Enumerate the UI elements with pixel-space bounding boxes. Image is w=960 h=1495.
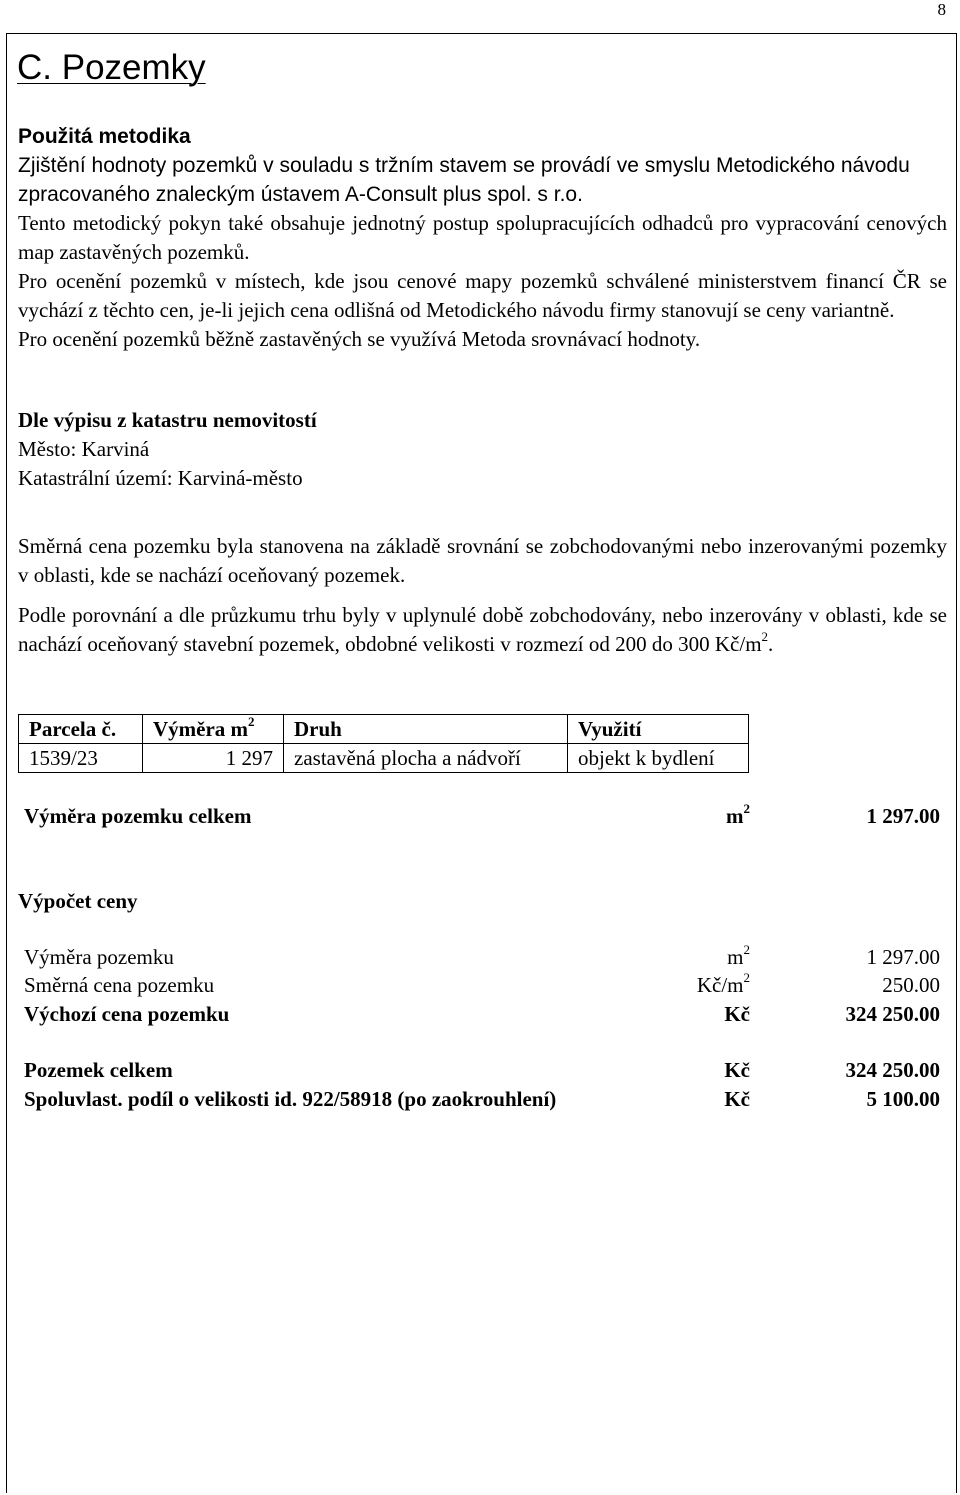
parcel-table (18, 714, 749, 773)
cell-use: objekt k bydlení (568, 744, 749, 773)
calc-row-label: Výměra pozemku (24, 945, 174, 969)
calc-row-unit (697, 971, 750, 1000)
summary-row-value: 5 100.00 (866, 1087, 940, 1111)
total-area-unit-text: m (726, 804, 744, 828)
calc-row-unit (727, 943, 750, 972)
calc-row-label: Výchozí cena pozemku (24, 1002, 230, 1026)
total-area-value: 1 297.00 (866, 804, 940, 828)
cadastre-city: Město: Karviná (18, 437, 150, 461)
header-area-label: Výměra m (153, 717, 249, 741)
calc-row-value: 324 250.00 (845, 1002, 940, 1026)
header-parcel: Parcela č. (19, 715, 143, 744)
table-row (19, 744, 749, 773)
summary-row-label: Pozemek celkem (24, 1058, 173, 1082)
summary-row-label: Spoluvlast. podíl o velikosti id. 922/58918 (po zaokrouhlení) (24, 1087, 557, 1111)
methodology-line-2: zpracovaného znaleckým ústavem A-Consult plus spol. s r.o. (18, 183, 583, 206)
calc-row-unit-sup: 2 (743, 970, 750, 985)
summary-row-value: 324 250.00 (845, 1058, 940, 1082)
parcel-table-header (19, 715, 749, 744)
price-basis-text-1: Směrná cena pozemku byla stanovena na základě srovnání se zobchodovanými nebo inzerovanými pozemky v oblasti, kde se nachází oceňovaný pozemek. (18, 534, 947, 587)
header-use: Využití (568, 715, 749, 744)
cell-kind: zastavěná plocha a nádvoří (284, 744, 568, 773)
methodology-paragraphs (18, 209, 947, 354)
calc-row-unit: Kč (724, 1002, 750, 1026)
methodology-para-2: Tento metodický pokyn také obsahuje jednotný postup spolupracujících odhadců pro vypracování cenových map zastavěných pozemků. (18, 211, 947, 264)
calc-row-base-price (24, 1000, 940, 1029)
summary-row-unit: Kč (724, 1087, 750, 1111)
cadastre-section (18, 406, 947, 493)
calc-row-value: 250.00 (882, 973, 940, 997)
price-basis-sup: 2 (761, 629, 769, 644)
methodology-line-1: Zjištění hodnoty pozemků v souladu s tržním stavem se provádí ve smyslu Metodického návodu (18, 154, 910, 177)
calc-row-value: 1 297.00 (866, 945, 940, 969)
cadastre-territory: Katastrální území: Karviná-město (18, 466, 303, 490)
header-area (143, 715, 284, 744)
methodology-heading: Použitá metodika (18, 125, 191, 148)
price-basis-text-2 (18, 601, 947, 659)
calc-row-unit-sup: 2 (743, 942, 750, 957)
methodology-para-4: Pro ocenění pozemků běžně zastavěných se využívá Metoda srovnávací hodnoty. (18, 327, 701, 351)
header-kind: Druh (284, 715, 568, 744)
price-basis-text-2-main: Podle porovnání a dle průzkumu trhu byly v uplynulé době zobchodovány, nebo inzerovány v oblasti, kde se nachází oceňovaný stavební pozemek, obdobné velikosti v rozmezí od 200 do 300 Kč/m (18, 603, 947, 656)
calc-row-label: Směrná cena pozemku (24, 973, 215, 997)
cell-area: 1 297 (143, 744, 284, 773)
total-area-unit (726, 802, 750, 831)
total-area-row (24, 802, 940, 831)
price-basis-para-2 (18, 601, 947, 659)
calculation-heading: Výpočet ceny (18, 889, 138, 913)
total-area-unit-sup: 2 (743, 801, 750, 816)
calc-row-unit-text: m (727, 945, 744, 969)
header-area-sup: 2 (248, 714, 255, 729)
summary-row-land-total (24, 1056, 940, 1085)
methodology-para-3: Pro ocenění pozemků v místech, kde jsou cenové mapy pozemků schválené ministerstvem financí ČR se vychází z těchto cen, je-li jejich cena odlišná od Metodického návodu firmy stanovují se ceny variantně. (18, 269, 947, 322)
calc-row-unit-text: Kč/m (696, 973, 744, 997)
summary-row-unit: Kč (724, 1058, 750, 1082)
calc-row-area (24, 943, 940, 972)
section-title: C. Pozemky (17, 48, 206, 87)
page-number: 8 (937, 0, 946, 19)
methodology-section (18, 122, 947, 209)
cell-parcel: 1539/23 (19, 744, 143, 773)
cadastre-heading: Dle výpisu z katastru nemovitostí (18, 408, 317, 432)
price-basis-para-1 (18, 532, 947, 590)
price-basis-text-2-end: . (768, 632, 774, 656)
total-area-label: Výměra pozemku celkem (24, 804, 252, 828)
summary-row-share (24, 1085, 940, 1114)
calc-row-unit-price (24, 971, 940, 1000)
